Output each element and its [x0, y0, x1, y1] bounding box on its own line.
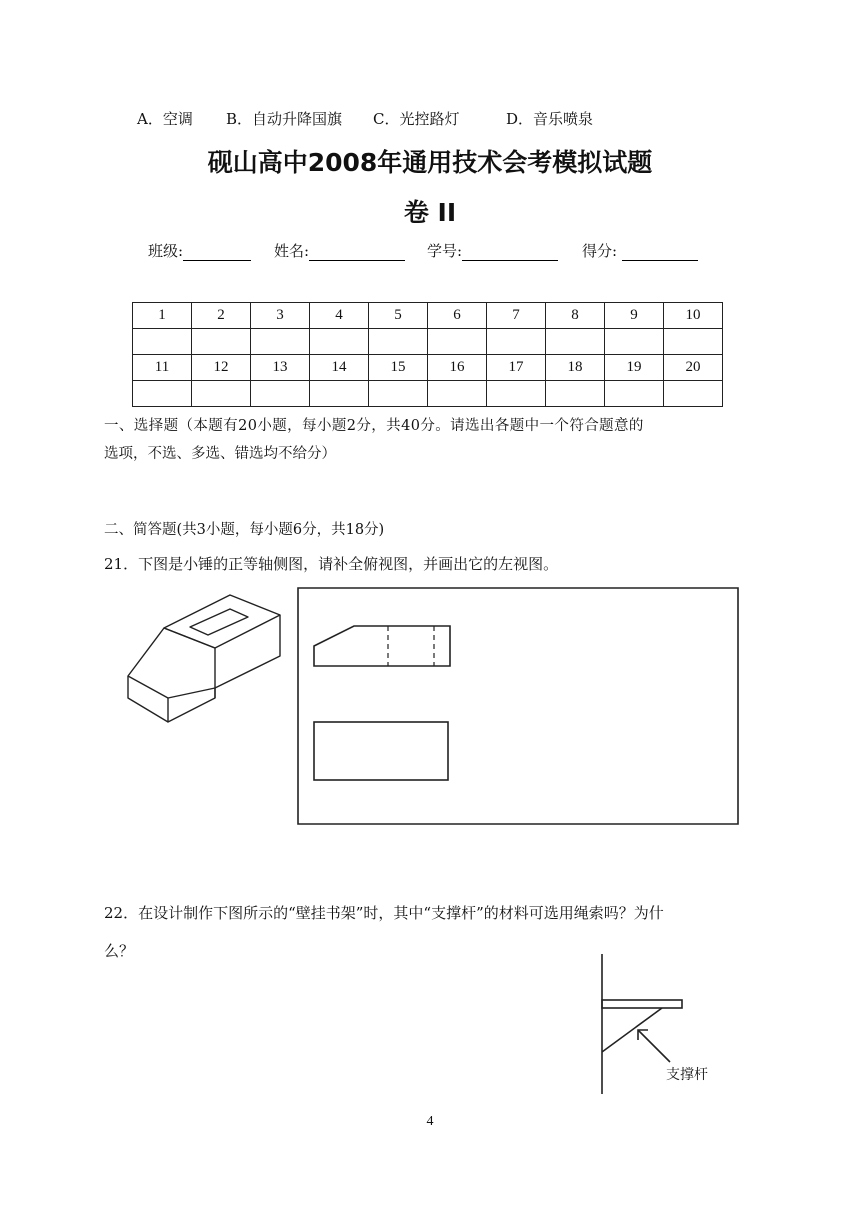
name-blank: [309, 244, 405, 261]
option-a: A．空调: [137, 110, 193, 128]
table-cell: 12: [192, 355, 251, 381]
table-cell: 1: [133, 303, 192, 329]
table-cell: 8: [546, 303, 605, 329]
id-blank: [462, 244, 558, 261]
id-label: 学号:: [427, 242, 463, 260]
answer-cell[interactable]: [310, 381, 369, 407]
option-b: B．自动升降国旗: [226, 110, 343, 128]
table-row: [133, 381, 723, 407]
answer-cell[interactable]: [192, 381, 251, 407]
table-row: [133, 355, 723, 381]
table-cell: 2: [192, 303, 251, 329]
answer-cell[interactable]: [664, 381, 723, 407]
table-cell: 3: [251, 303, 310, 329]
question-22-line1: 22．在设计制作下图所示的“壁挂书架”时，其中“支撑杆”的材料可选用绳索吗？为什: [104, 904, 664, 922]
table-cell: 15: [369, 355, 428, 381]
answer-cell[interactable]: [251, 329, 310, 355]
table-cell: 20: [664, 355, 723, 381]
table-row: [133, 329, 723, 355]
section1-line1: 一、选择题（本题有20小题，每小题2分，共40分。请选出各题中一个符合题意的: [104, 418, 644, 434]
answer-cell[interactable]: [605, 381, 664, 407]
answer-cell[interactable]: [369, 329, 428, 355]
table-cell: 18: [546, 355, 605, 381]
table-cell: 9: [605, 303, 664, 329]
answer-cell[interactable]: [133, 381, 192, 407]
table-cell: 5: [369, 303, 428, 329]
class-blank: [183, 244, 251, 261]
option-c: C．光控路灯: [373, 110, 460, 128]
table-cell: 10: [664, 303, 723, 329]
answer-cell[interactable]: [428, 381, 487, 407]
answer-cell[interactable]: [192, 329, 251, 355]
table-cell: 14: [310, 355, 369, 381]
table-cell: 7: [487, 303, 546, 329]
page-number: 4: [426, 1114, 434, 1129]
table-cell: 19: [605, 355, 664, 381]
answer-cell[interactable]: [546, 329, 605, 355]
support-rod-label: 支撑杆: [666, 1067, 708, 1083]
question-22-line2: 么？: [104, 942, 135, 960]
class-field: [148, 240, 251, 261]
answer-cell[interactable]: [664, 329, 723, 355]
table-cell: 17: [487, 355, 546, 381]
answer-cell[interactable]: [133, 329, 192, 355]
option-d: D．音乐喷泉: [506, 110, 594, 128]
class-label: 班级:: [148, 242, 184, 260]
score-blank: [622, 244, 698, 261]
table-cell: 6: [428, 303, 487, 329]
page-title: 砚山高中2008年通用技术会考模拟试题: [207, 148, 653, 177]
answer-table: [132, 302, 723, 407]
score-field: [582, 240, 698, 261]
section2-heading: 二、简答题(共3小题，每小题6分，共18分): [104, 522, 385, 538]
table-cell: 11: [133, 355, 192, 381]
section1-line2: 选项，不选、多选、错选均不给分）: [104, 446, 336, 462]
id-field: [427, 240, 558, 261]
answer-cell[interactable]: [369, 381, 428, 407]
table-cell: 4: [310, 303, 369, 329]
name-field: [274, 240, 405, 261]
answer-cell[interactable]: [605, 329, 664, 355]
hammer-isometric-drawing: [120, 590, 290, 730]
answer-cell[interactable]: [487, 381, 546, 407]
answer-cell[interactable]: [487, 329, 546, 355]
three-view-drawing-box: [292, 584, 742, 830]
answer-cell[interactable]: [251, 381, 310, 407]
page-subtitle: 卷 II: [403, 198, 457, 227]
answer-cell[interactable]: [546, 381, 605, 407]
table-cell: 13: [251, 355, 310, 381]
score-label: 得分:: [582, 242, 618, 260]
question-21: 21．下图是小锤的正等轴侧图，请补全俯视图，并画出它的左视图。: [104, 555, 559, 573]
answer-cell[interactable]: [428, 329, 487, 355]
name-label: 姓名:: [274, 242, 310, 260]
table-cell: 16: [428, 355, 487, 381]
table-row: [133, 303, 723, 329]
answer-cell[interactable]: [310, 329, 369, 355]
